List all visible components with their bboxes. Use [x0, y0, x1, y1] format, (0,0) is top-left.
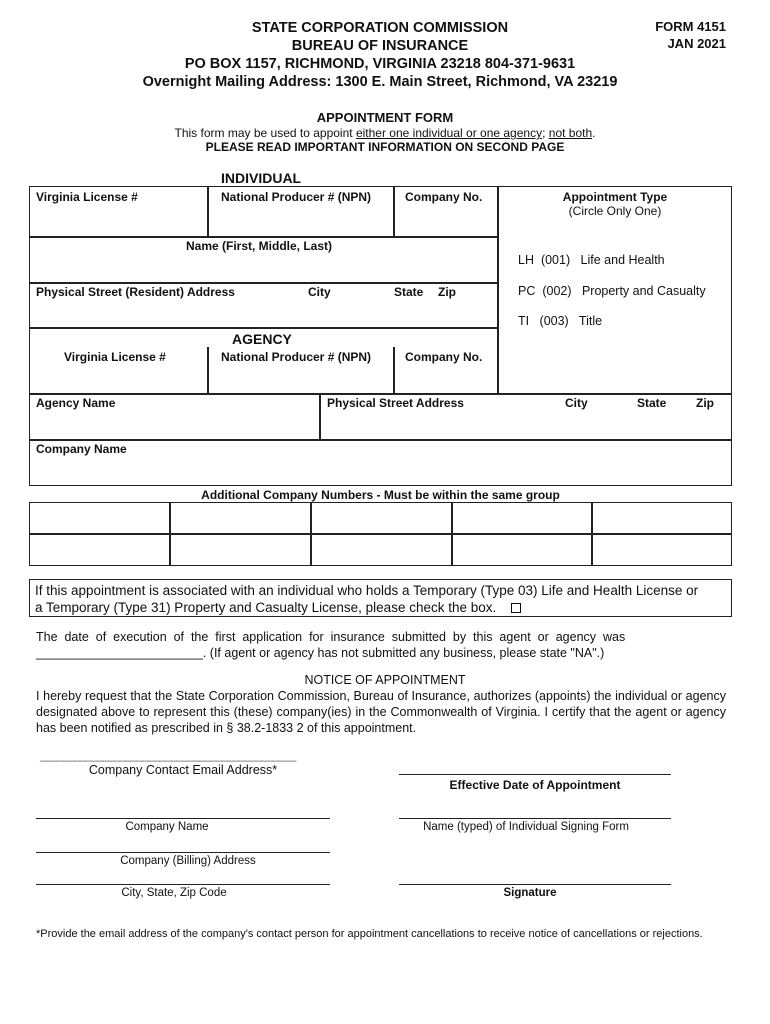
individual-name-line[interactable] [399, 818, 671, 819]
agency-section-title: AGENCY [232, 331, 292, 347]
option-num: (001) [540, 253, 571, 267]
divider [591, 502, 593, 566]
option-code: PC [518, 284, 536, 298]
individual-state-label: State [394, 285, 424, 299]
billing-address-line[interactable] [36, 852, 330, 853]
signature-line[interactable] [399, 884, 671, 885]
agency-npn-label: National Producer # (NPN) [221, 350, 372, 364]
individual-name-label: Name (First, Middle, Last) [186, 239, 333, 253]
divider [319, 393, 321, 439]
notice-body: I hereby request that the State Corporation Commission, Bureau of Insurance, authorizes (appoints) the individual or agency designated above to represent this (these) company(ies) in the Commonwealth of Virginia. I certify that the agent or agency has been notified as prescribed in § 38.2-1833 2 of this appointment. [36, 689, 726, 735]
execution-date-paragraph [36, 629, 726, 661]
divider [207, 347, 209, 394]
form-date: JAN 2021 [667, 36, 726, 51]
form-number-block [655, 18, 726, 52]
individual-address-label: Physical Street (Resident) Address [36, 285, 235, 299]
billing-address-label: Company (Billing) Address [120, 855, 256, 867]
agency-state-label: State [637, 396, 667, 410]
option-num: (003) [539, 314, 569, 328]
appointment-option-ti[interactable] [518, 314, 602, 328]
divider [393, 347, 395, 394]
execution-text-line-1: The date of execution of the first application for insurance submitted by this agent or agency was [36, 630, 626, 644]
additional-company-title: Additional Company Numbers - Must be within the same group [201, 488, 560, 502]
header-line-2: BUREAU OF INSURANCE [291, 38, 469, 54]
option-code: TI [518, 314, 530, 328]
temporary-text-line-1: If this appointment is associated with an individual who holds a Temporary (Type 03) Life and Health License or [35, 583, 699, 598]
company-name-line[interactable] [36, 818, 330, 819]
divider [207, 186, 209, 236]
divider [451, 502, 453, 566]
notice-title: NOTICE OF APPOINTMENT [304, 673, 466, 687]
usage-underlined-2: not both [548, 126, 593, 140]
option-code: LH [518, 253, 534, 267]
option-label: Life and Health [580, 253, 665, 267]
header-line-3: PO BOX 1157, RICHMOND, VIRGINIA 23218 804-371-9631 [184, 56, 576, 72]
appointment-type-subtitle [498, 204, 732, 218]
divider [29, 236, 497, 238]
company-contact-email-label: Company Contact Email Address* [88, 763, 278, 777]
form-usage-note [0, 126, 770, 140]
usage-prefix: This form may be used to appoint [174, 126, 356, 140]
divider [169, 502, 171, 566]
execution-text-line-2: ________________________. (If agent or agency has not submitted any business, please state "NA".) [36, 646, 605, 660]
temporary-license-checkbox[interactable] [511, 603, 521, 613]
agency-city-label: City [565, 396, 588, 410]
second-page-notice: PLEASE READ IMPORTANT INFORMATION ON SECOND PAGE [205, 140, 565, 154]
main-form-box [29, 186, 732, 486]
city-state-zip-label: City, State, Zip Code [121, 887, 227, 899]
company-name-sig-label: Company Name [125, 821, 209, 833]
form-title: APPOINTMENT FORM [316, 110, 454, 125]
signature-label: Signature [503, 887, 557, 899]
option-label: Property and Casualty [581, 284, 706, 298]
option-num: (002) [542, 284, 572, 298]
header-line-4: Overnight Mailing Address: 1300 E. Main Street, Richmond, VA 23219 [142, 74, 618, 90]
divider [29, 393, 732, 395]
effective-date-label: Effective Date of Appointment [449, 778, 621, 792]
agency-company-no-label: Company No. [405, 350, 483, 364]
divider [393, 186, 395, 236]
divider [310, 502, 312, 566]
header-line-1: STATE CORPORATION COMMISSION [251, 20, 509, 36]
individual-zip-label: Zip [438, 285, 456, 299]
temporary-license-text [35, 582, 730, 616]
usage-sep: ; [542, 126, 549, 140]
temporary-text-line-2: a Temporary (Type 31) Property and Casualty License, please check the box. [35, 600, 497, 615]
agency-zip-label: Zip [696, 396, 714, 410]
individual-npn-label: National Producer # (NPN) [221, 190, 372, 204]
agency-address-label: Physical Street Address [327, 396, 464, 410]
usage-suffix: . [592, 126, 596, 140]
appointment-option-lh[interactable] [518, 253, 665, 267]
appointment-type-title: Appointment Type [562, 190, 668, 204]
individual-name-sig-label: Name (typed) of Individual Signing Form [423, 821, 629, 833]
usage-underlined-1: either one individual or one agency [355, 126, 543, 140]
agency-name-label: Agency Name [36, 396, 116, 410]
footnote: *Provide the email address of the company's contact person for appointment cancellations to receive notice of cancellations or rejections. [36, 928, 703, 940]
email-underscore-line: _____________________________________________ [40, 748, 296, 762]
appointment-option-pc[interactable] [518, 284, 706, 298]
option-label: Title [578, 314, 603, 328]
agency-va-license-label: Virginia License # [64, 350, 166, 364]
effective-date-line[interactable] [399, 774, 671, 775]
city-state-zip-line[interactable] [36, 884, 330, 885]
individual-section-title: INDIVIDUAL [221, 170, 302, 186]
divider [29, 533, 732, 535]
individual-city-label: City [308, 285, 331, 299]
individual-company-no-label: Company No. [405, 190, 483, 204]
form-number: FORM 4151 [655, 19, 726, 34]
divider [29, 439, 732, 441]
individual-va-license-label: Virginia License # [36, 190, 138, 204]
appointment-type-instruction: (Circle Only One) [568, 204, 662, 218]
company-name-label: Company Name [36, 442, 127, 456]
divider [29, 282, 497, 284]
divider [29, 327, 497, 329]
